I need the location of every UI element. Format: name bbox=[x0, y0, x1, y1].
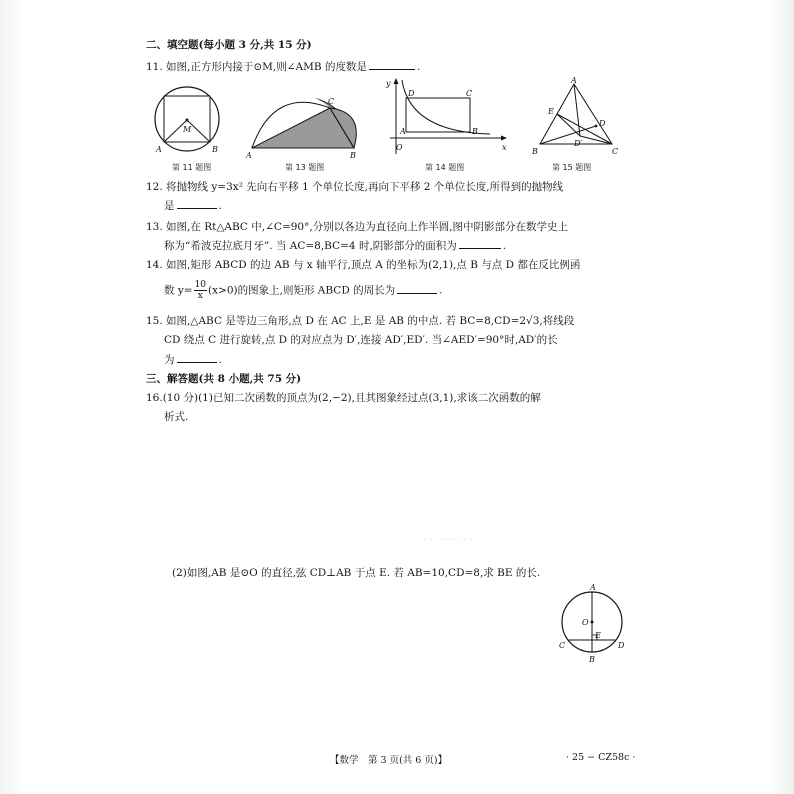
question-15-line2: CD 绕点 C 进行旋转,点 D 的对应点为 D′,连接 AD′,ED′. 当∠AED′=90°时,AD′的长 bbox=[164, 334, 558, 346]
answer-blank-12[interactable] bbox=[177, 198, 217, 209]
fig15-label-c: C bbox=[612, 147, 619, 156]
fig11-label-a: A bbox=[156, 145, 162, 154]
question-13: 13. 如图,在 Rt△ABC 中,∠C=90°,分别以各边为直径向上作半圆,图中阴影部分在数学史上 bbox=[146, 221, 569, 233]
fig16-label-a: A bbox=[590, 583, 596, 592]
question-16-part1: 16.(10 分)(1)已知二次函数的顶点为(2,−2),且其图象经过点(3,1),求该二次函数的解 bbox=[146, 392, 541, 404]
question-15: 15. 如图,△ABC 是等边三角形,点 D 在 AC 上,E 是 AB 的中点. 若 BC=8,CD=2√3,将线段 bbox=[146, 315, 575, 327]
fig14-label-b: B bbox=[472, 127, 478, 136]
fig15-label-dprime: D′ bbox=[574, 139, 583, 148]
question-11-text: 11. 如图,正方形内接于⊙M,则∠AMB 的度数是 bbox=[146, 61, 367, 73]
footer-code: · 25 − CZ58c · bbox=[566, 752, 636, 763]
fig14-label-c: C bbox=[466, 89, 473, 98]
figure-15-caption: 第 15 题图 bbox=[552, 163, 592, 172]
fig14-label-d: D bbox=[408, 89, 415, 98]
fig16-label-b: B bbox=[589, 655, 595, 664]
fig11-label-b: B bbox=[212, 145, 218, 154]
fig15-label-a: A bbox=[571, 76, 577, 85]
figure-11-caption: 第 11 题图 bbox=[172, 163, 212, 172]
answer-blank-13[interactable] bbox=[459, 238, 501, 249]
figure-11 bbox=[148, 82, 230, 162]
answer-blank-15[interactable] bbox=[177, 352, 217, 363]
fig14-label-x: x bbox=[502, 143, 507, 152]
question-16-part2: (2)如图,AB 是⊙O 的直径,弦 CD⊥AB 于点 E. 若 AB=10,CD=8,求 BE 的长. bbox=[172, 567, 541, 579]
question-15-line3: 为 . bbox=[164, 354, 222, 366]
fig16-label-c: C bbox=[559, 641, 566, 650]
fig13-label-c: C bbox=[328, 97, 335, 106]
fig11-label-m: M bbox=[183, 125, 192, 134]
fig14-label-o: O bbox=[396, 143, 403, 152]
figure-13 bbox=[244, 82, 364, 162]
question-14: 14. 如图,矩形 ABCD 的边 AB 与 x 轴平行,顶点 A 的坐标为(2,1),点 B 与点 D 都在反比例函 bbox=[146, 259, 581, 271]
fig13-label-b: B bbox=[350, 151, 356, 160]
footer-page-info: 【数学 第 3 页(共 6 页)】 bbox=[330, 755, 448, 766]
fraction-10-over-x: $\frac{10}{x}$ bbox=[194, 280, 207, 301]
fig16-label-e: E bbox=[595, 631, 601, 640]
fig15-label-b: B bbox=[532, 147, 538, 156]
figure-16 bbox=[556, 582, 632, 666]
fig16-label-d: D bbox=[618, 641, 625, 650]
fig14-label-y: y bbox=[386, 79, 391, 88]
fig14-label-a: A bbox=[400, 127, 406, 136]
bleed-through-text: ‥ ‥ ‥ ‥ ‥ ‥ bbox=[420, 532, 476, 543]
answer-blank-11[interactable] bbox=[369, 59, 415, 70]
figure-14 bbox=[380, 76, 510, 162]
section-heading-answers: 三、解答题(共 8 小题,共 75 分) bbox=[146, 373, 302, 385]
question-12-line2: 是 . bbox=[164, 200, 222, 212]
figure-15 bbox=[530, 76, 626, 162]
figure-13-caption: 第 13 题图 bbox=[285, 163, 325, 172]
fig15-label-d: D bbox=[599, 119, 606, 128]
question-12: 12. 将抛物线 y=3x² 先向右平移 1 个单位长度,再向下平移 2 个单位长度,所得到的抛物线 bbox=[146, 181, 564, 193]
answer-blank-14[interactable] bbox=[397, 283, 437, 294]
section-heading-fill-in: 二、填空题(每小题 3 分,共 15 分) bbox=[146, 39, 312, 51]
fig16-label-o: O bbox=[582, 618, 589, 627]
question-11: 11. 如图,正方形内接于⊙M,则∠AMB 的度数是 . bbox=[146, 61, 421, 73]
question-13-line2: 称为“希波克拉底月牙”. 当 AC=8,BC=4 时,阴影部分的面积为 . bbox=[164, 240, 507, 252]
question-14-line2: 数 y= $\frac{10}{x}$ (x>0)的图象上,则矩形 ABCD 的周长为 . bbox=[164, 280, 443, 301]
question-16-part1-line2: 析式. bbox=[164, 411, 189, 423]
fig13-label-a: A bbox=[246, 151, 252, 160]
figure-14-caption: 第 14 题图 bbox=[425, 163, 465, 172]
fig15-label-e: E bbox=[548, 107, 554, 116]
